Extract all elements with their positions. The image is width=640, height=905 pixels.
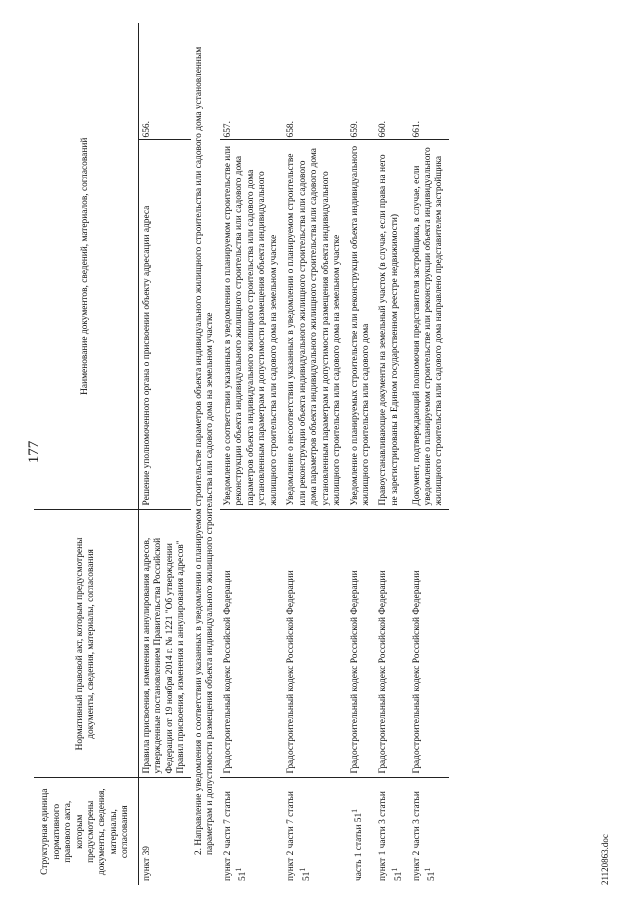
row-unit: пункт 2 части 7 статьи $51^1$ bbox=[222, 791, 249, 881]
row-unit: пункт 2 части 7 статьи $51^1$ bbox=[286, 791, 312, 881]
row-number: 660. bbox=[375, 23, 408, 140]
row-number: 656. bbox=[139, 23, 191, 140]
table-row bbox=[283, 23, 346, 885]
row-number: 657. bbox=[220, 23, 283, 140]
row-name: Правоустанавливающие документы на земельный участок (в случае, если права на него не зарегистрированы в Едином государственном реестре недвижимости) bbox=[375, 140, 408, 510]
table-row bbox=[139, 23, 191, 885]
row-unit: пункт 39 bbox=[142, 846, 152, 881]
section-row bbox=[191, 23, 220, 885]
row-name: Решение уполномоченного органа о присвоении объекту адресации адреса bbox=[139, 140, 191, 510]
table-row bbox=[409, 23, 449, 885]
row-act: Градостроительный кодекс Российской Федерации bbox=[375, 510, 408, 778]
documents-table bbox=[34, 23, 449, 885]
header-act: Нормативный правовой акт, которым предусмотрены документы, сведения, материалы, согласования bbox=[34, 510, 139, 778]
page-number: 177 bbox=[26, 440, 42, 464]
row-number: 661. bbox=[409, 23, 449, 140]
row-name: Уведомление о несоответствии указанных в уведомлении о планируемом строительстве или реконструкции объекта индивидуального жилищного строительства или садового дома параметров объекта индивидуального жилищного строительства или садового дома установленным параметрам и допустимости размещения объекта индивидуального жилищного строительства или садового дома на земельном участке bbox=[283, 140, 346, 510]
section-heading: 2. Направление уведомления о соответствии указанных в уведомлении о планируемом строительстве параметров объекта индивидуального жилищного строительства или садового дома установленным параметрам и допустимости размещения объекта индивидуального жилищного строительства или садового дома на земельном участке bbox=[193, 46, 216, 855]
row-name: Документ, подтверждающий полномочия представителя застройщика, в случае, если уведомление о планируемом строительстве или реконструкции объекта индивидуального жилищного строительства или садового дома направлено представителем застройщика bbox=[409, 140, 449, 510]
row-number: 659. bbox=[347, 23, 376, 140]
row-act: Градостроительный кодекс Российской Федерации bbox=[283, 510, 346, 778]
row-act: Правила присвоения, изменения и аннулирования адресов, утвержденные постановлением Правительства Российской Федерации от 19 ноября 2014 г. № 1221 "Об утверждении Правил присвоения, изменения и аннулирования адресов" bbox=[139, 510, 191, 778]
row-name: Уведомление о планируемых строительстве или реконструкции объекта индивидуального жилищного строительства или садового дома bbox=[347, 140, 376, 510]
row-name: Уведомление о соответствии указанных в уведомлении о планируемом строительстве или реконструкции объекта индивидуального жилищного строительства или садового дома параметров объекта индивидуального жилищного строительства или садового дома установленным параметрам и допустимости размещения объекта индивидуального жилищного строительства или садового дома на земельном участке bbox=[220, 140, 283, 510]
table-row bbox=[220, 23, 283, 885]
table-header-row bbox=[34, 23, 139, 885]
table-row bbox=[375, 23, 408, 885]
row-act: Градостроительный кодекс Российской Федерации bbox=[220, 510, 283, 778]
header-unit: Структурная единица нормативного правового акта, которым предусмотрены документы, сведения, материалы, согласования bbox=[34, 778, 139, 885]
row-unit: часть 1 статьи $51^1$ bbox=[349, 808, 364, 881]
table-row bbox=[347, 23, 376, 885]
row-unit: пункт 1 части 3 статьи $51^1$ bbox=[378, 791, 405, 881]
row-unit: пункт 2 части 3 статьи $51^1$ bbox=[411, 791, 438, 881]
row-act: Градостроительный кодекс Российской Федерации bbox=[409, 510, 449, 778]
header-name: Наименование документов, сведений, материалов, согласований bbox=[34, 23, 139, 510]
row-number: 658. bbox=[283, 23, 346, 140]
row-act: Градостроительный кодекс Российской Федерации bbox=[347, 510, 376, 778]
doc-filename: 21120863.doc bbox=[600, 834, 610, 885]
